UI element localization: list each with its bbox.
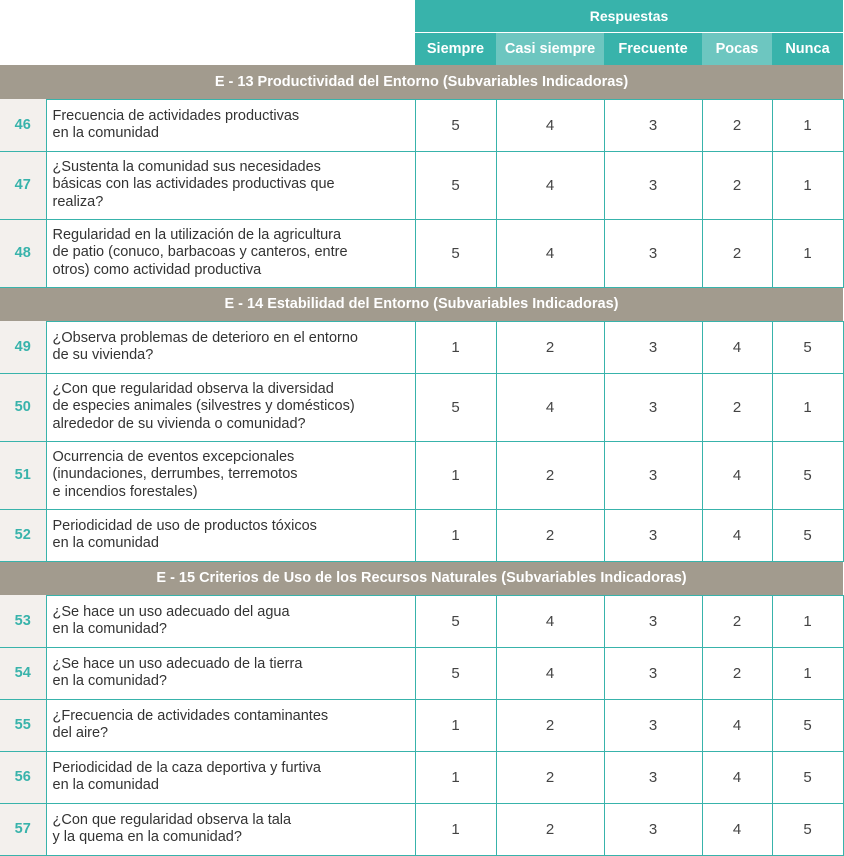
- value-siempre: 5: [415, 151, 496, 219]
- value-pocas: 4: [702, 321, 772, 373]
- value-siempre: 1: [415, 441, 496, 509]
- table-row: [0, 219, 843, 287]
- value-frecuente: 3: [604, 595, 702, 647]
- question-text: ¿Se hace un uso adecuado de la tierra en la comunidad?: [46, 647, 415, 699]
- table-row: [0, 441, 843, 509]
- column-header-casi-siempre: Casi siempre: [496, 32, 604, 65]
- question-text: Regularidad en la utilización de la agricultura de patio (conuco, barbacoas y canteros, entre otros) como actividad productiva: [46, 219, 415, 287]
- value-pocas: 2: [702, 219, 772, 287]
- value-casi-siempre: 2: [496, 699, 604, 751]
- value-casi-siempre: 2: [496, 321, 604, 373]
- value-frecuente: 3: [604, 151, 702, 219]
- row-number: 53: [0, 595, 46, 647]
- value-pocas: 2: [702, 647, 772, 699]
- value-pocas: 4: [702, 751, 772, 803]
- value-casi-siempre: 2: [496, 509, 604, 561]
- value-frecuente: 3: [604, 647, 702, 699]
- question-text: ¿Con que regularidad observa la diversidad de especies animales (silvestres y domésticos) alrededor de su vivienda o comunidad?: [46, 373, 415, 441]
- value-nunca: 1: [772, 595, 843, 647]
- table-row: [0, 373, 843, 441]
- table-row: [0, 647, 843, 699]
- value-pocas: 2: [702, 595, 772, 647]
- table-row: [0, 595, 843, 647]
- column-header-pocas: Pocas: [702, 32, 772, 65]
- value-siempre: 5: [415, 595, 496, 647]
- section-row: [0, 561, 843, 595]
- row-number: 46: [0, 99, 46, 151]
- value-nunca: 5: [772, 509, 843, 561]
- table-row: [0, 751, 843, 803]
- question-text: ¿Observa problemas de deterioro en el entorno de su vivienda?: [46, 321, 415, 373]
- value-siempre: 1: [415, 699, 496, 751]
- value-casi-siempre: 4: [496, 595, 604, 647]
- question-text: ¿Se hace un uso adecuado del agua en la comunidad?: [46, 595, 415, 647]
- value-siempre: 5: [415, 647, 496, 699]
- value-casi-siempre: 4: [496, 219, 604, 287]
- value-siempre: 1: [415, 321, 496, 373]
- value-nunca: 5: [772, 321, 843, 373]
- value-frecuente: 3: [604, 751, 702, 803]
- value-nunca: 5: [772, 699, 843, 751]
- table-row: [0, 509, 843, 561]
- question-text: ¿Con que regularidad observa la tala y la quema en la comunidad?: [46, 803, 415, 855]
- question-text: Periodicidad de uso de productos tóxicos en la comunidad: [46, 509, 415, 561]
- section-title: E - 13 Productividad del Entorno (Subvariables Indicadoras): [0, 65, 843, 99]
- value-nunca: 5: [772, 441, 843, 509]
- value-siempre: 1: [415, 803, 496, 855]
- value-siempre: 1: [415, 509, 496, 561]
- responses-header: Respuestas: [415, 0, 843, 32]
- value-siempre: 1: [415, 751, 496, 803]
- value-siempre: 5: [415, 99, 496, 151]
- table-row: [0, 151, 843, 219]
- value-nunca: 1: [772, 151, 843, 219]
- value-pocas: 2: [702, 151, 772, 219]
- header-blank: [0, 0, 415, 65]
- row-number: 50: [0, 373, 46, 441]
- value-pocas: 4: [702, 509, 772, 561]
- value-casi-siempre: 4: [496, 151, 604, 219]
- value-frecuente: 3: [604, 321, 702, 373]
- value-pocas: 2: [702, 99, 772, 151]
- row-number: 55: [0, 699, 46, 751]
- question-text: ¿Frecuencia de actividades contaminantes del aire?: [46, 699, 415, 751]
- row-number: 51: [0, 441, 46, 509]
- column-header-frecuente: Frecuente: [604, 32, 702, 65]
- value-pocas: 4: [702, 803, 772, 855]
- value-frecuente: 3: [604, 699, 702, 751]
- table-row: [0, 803, 843, 855]
- value-nunca: 5: [772, 751, 843, 803]
- value-nunca: 1: [772, 373, 843, 441]
- column-header-siempre: Siempre: [415, 32, 496, 65]
- question-text: Ocurrencia de eventos excepcionales (inundaciones, derrumbes, terremotos e incendios forestales): [46, 441, 415, 509]
- value-casi-siempre: 4: [496, 373, 604, 441]
- row-number: 49: [0, 321, 46, 373]
- value-casi-siempre: 2: [496, 751, 604, 803]
- value-frecuente: 3: [604, 441, 702, 509]
- value-nunca: 1: [772, 99, 843, 151]
- row-number: 57: [0, 803, 46, 855]
- table-row: [0, 321, 843, 373]
- row-number: 56: [0, 751, 46, 803]
- value-pocas: 4: [702, 699, 772, 751]
- table-row: [0, 699, 843, 751]
- value-casi-siempre: 4: [496, 647, 604, 699]
- value-frecuente: 3: [604, 219, 702, 287]
- row-number: 48: [0, 219, 46, 287]
- section-title: E - 15 Criterios de Uso de los Recursos Naturales (Subvariables Indicadoras): [0, 561, 843, 595]
- row-number: 47: [0, 151, 46, 219]
- value-casi-siempre: 2: [496, 441, 604, 509]
- value-siempre: 5: [415, 219, 496, 287]
- table-row: [0, 99, 843, 151]
- value-nunca: 1: [772, 647, 843, 699]
- question-text: Periodicidad de la caza deportiva y furtiva en la comunidad: [46, 751, 415, 803]
- value-pocas: 4: [702, 441, 772, 509]
- value-nunca: 1: [772, 219, 843, 287]
- value-siempre: 5: [415, 373, 496, 441]
- column-header-nunca: Nunca: [772, 32, 843, 65]
- section-title: E - 14 Estabilidad del Entorno (Subvariables Indicadoras): [0, 287, 843, 321]
- value-frecuente: 3: [604, 803, 702, 855]
- row-number: 54: [0, 647, 46, 699]
- value-nunca: 5: [772, 803, 843, 855]
- value-casi-siempre: 2: [496, 803, 604, 855]
- question-text: Frecuencia de actividades productivas en la comunidad: [46, 99, 415, 151]
- value-frecuente: 3: [604, 373, 702, 441]
- value-pocas: 2: [702, 373, 772, 441]
- value-casi-siempre: 4: [496, 99, 604, 151]
- question-text: ¿Sustenta la comunidad sus necesidades básicas con las actividades productivas que realiza?: [46, 151, 415, 219]
- row-number: 52: [0, 509, 46, 561]
- value-frecuente: 3: [604, 99, 702, 151]
- value-frecuente: 3: [604, 509, 702, 561]
- section-row: [0, 287, 843, 321]
- section-row: [0, 65, 843, 99]
